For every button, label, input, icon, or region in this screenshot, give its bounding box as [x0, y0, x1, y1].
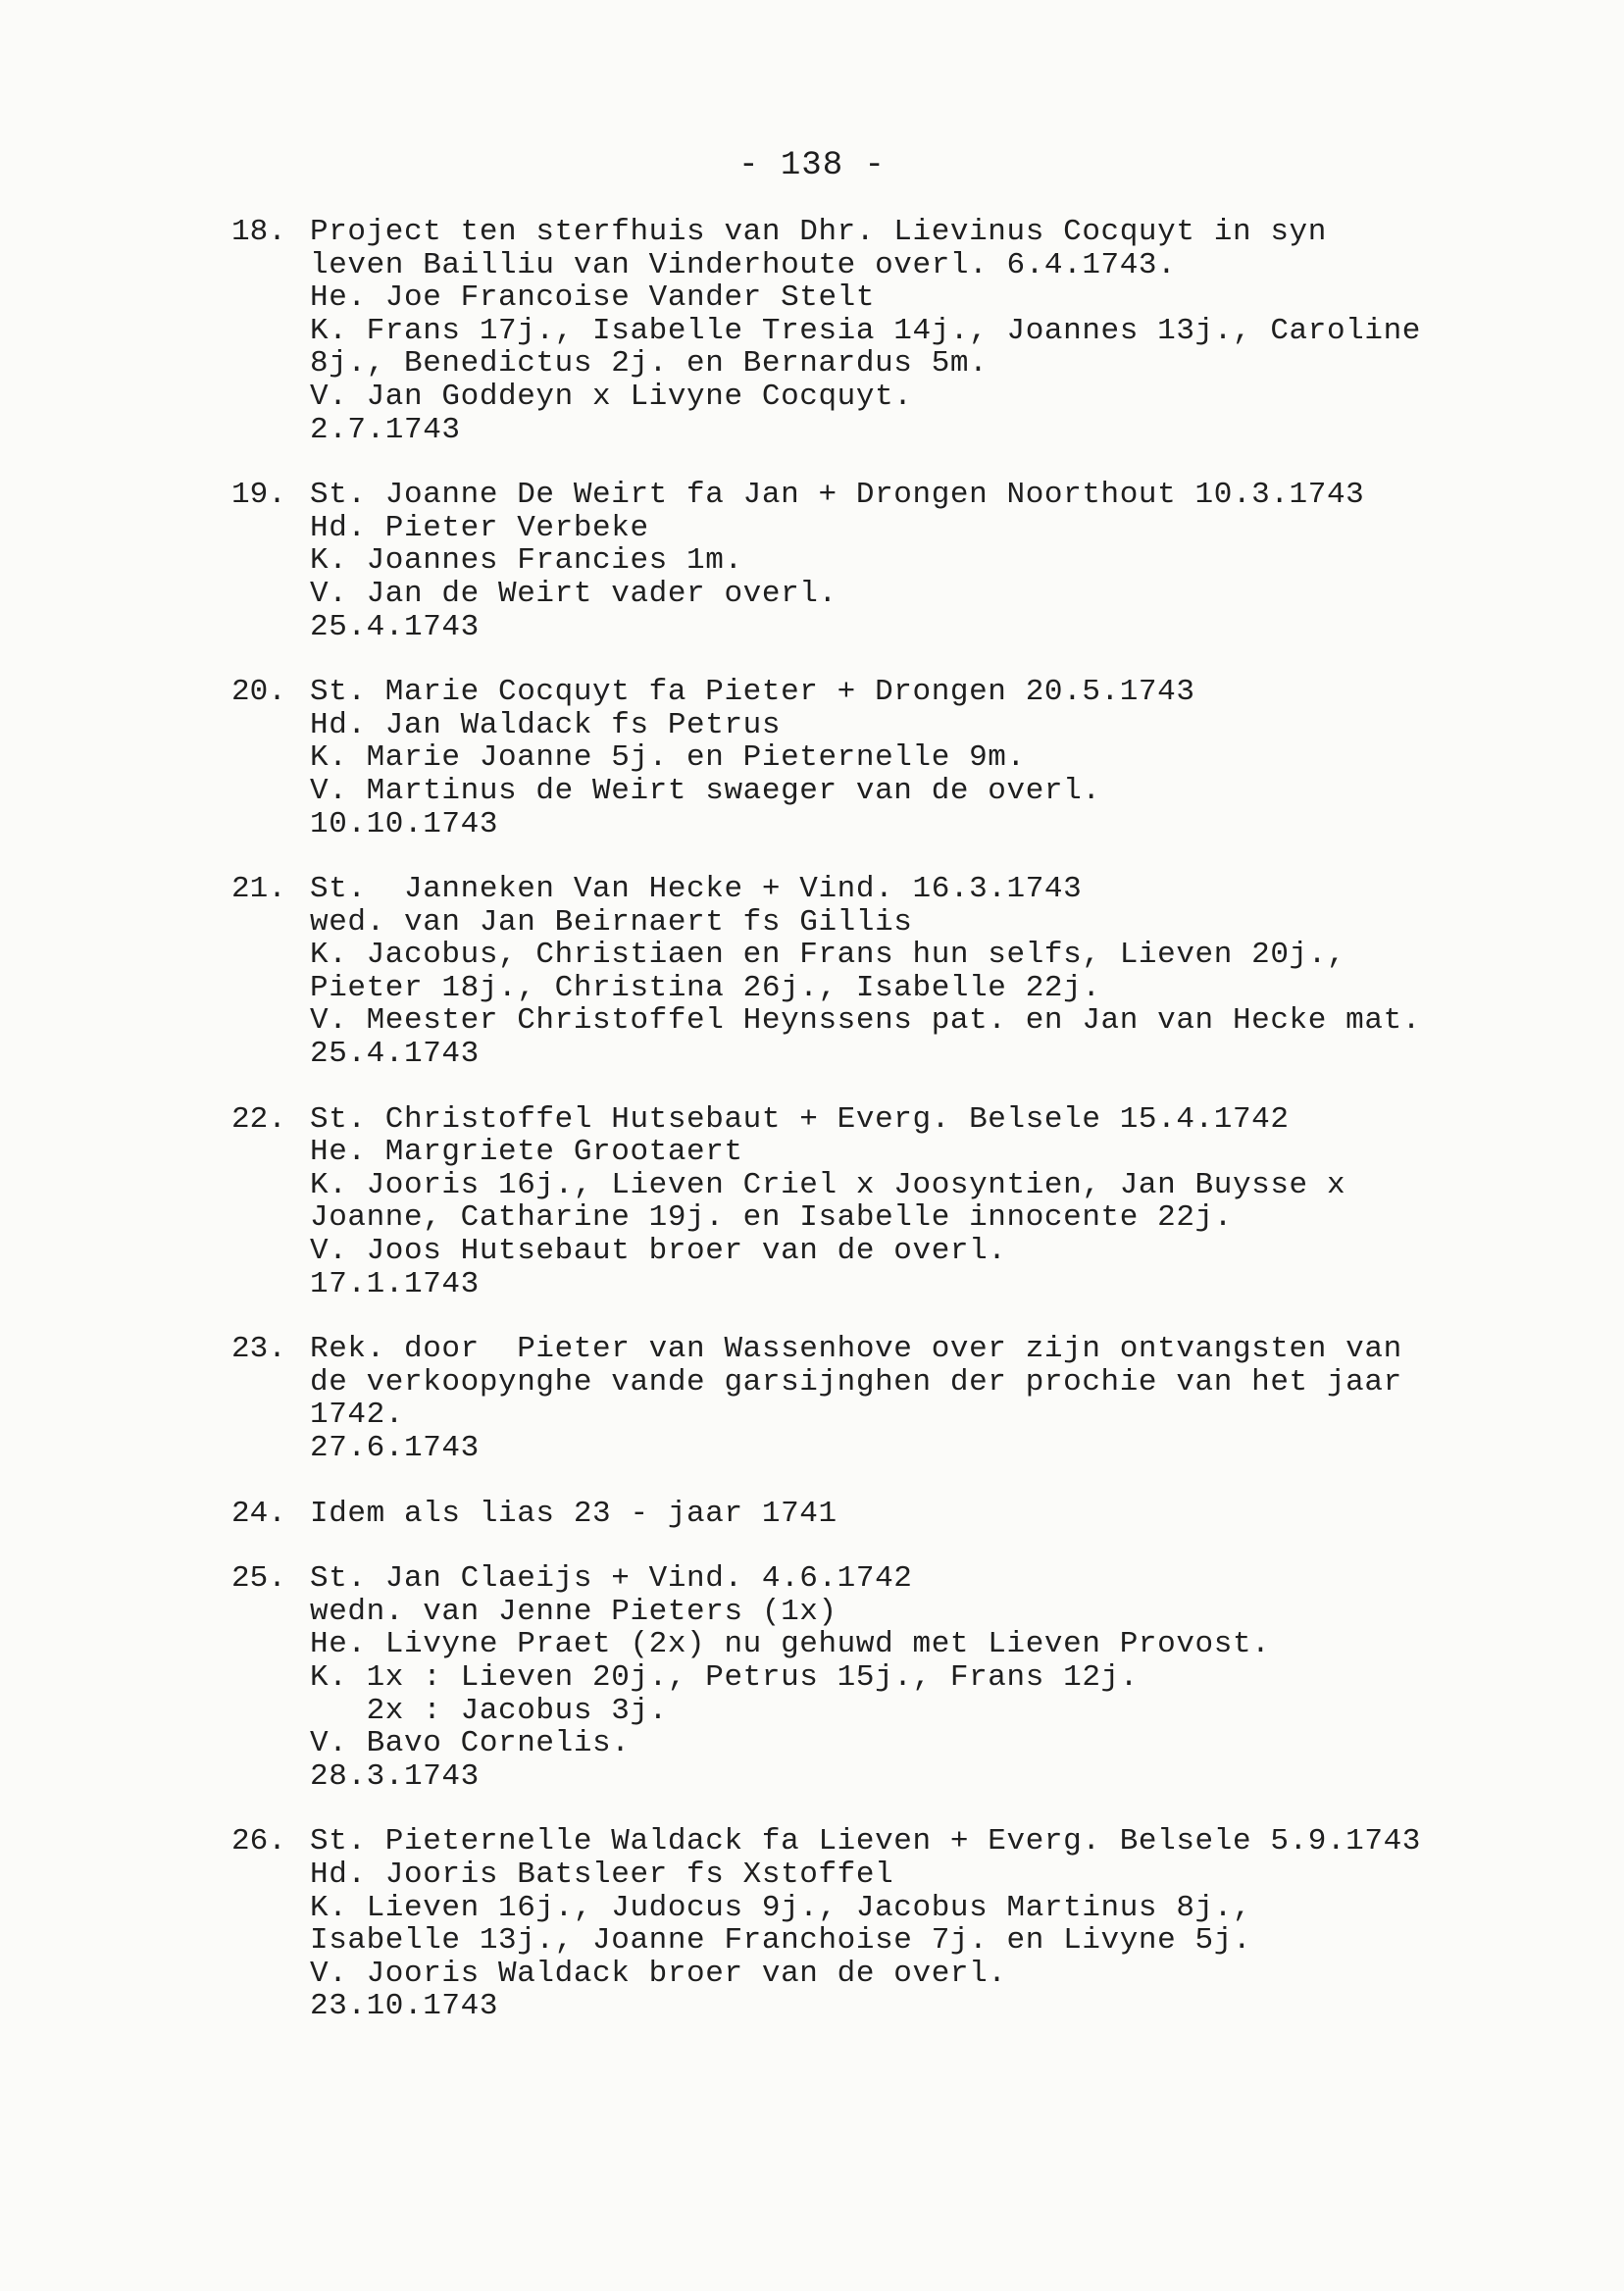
entry-number: 26.	[231, 1824, 286, 1859]
entry-date: 2.7.1743	[310, 412, 461, 447]
entry-line: wed. van Jan Beirnaert fs Gillis	[310, 904, 913, 940]
entry-22	[231, 1103, 1536, 1301]
entry-line: Hd. Pieter Verbeke	[310, 510, 649, 545]
entry-line: V. Joos Hutsebaut broer van de overl.	[310, 1234, 1007, 1269]
page-number: - 138 -	[738, 147, 886, 184]
entry-text	[310, 873, 1536, 1071]
entry-line: wedn. van Jenne Pieters (1x)	[310, 1594, 837, 1629]
entry-date: 17.1.1743	[310, 1266, 480, 1301]
entry-number: 20.	[231, 675, 286, 710]
entry-line: Joanne, Catharine 19j. en Isabelle innocente 22j.	[310, 1200, 1233, 1236]
entry-line: K. 1x : Lieven 20j., Petrus 15j., Frans 12j.	[310, 1659, 1139, 1695]
entry-line: St. Jan Claeijs + Vind. 4.6.1742	[310, 1561, 913, 1597]
entry-text	[310, 1825, 1536, 2023]
entry-number: 18.	[231, 215, 286, 249]
entry-line: 8j., Benedictus 2j. en Bernardus 5m.	[310, 346, 989, 382]
entry-date: 27.6.1743	[310, 1431, 480, 1465]
entry-line: V. Jan Goddeyn x Livyne Cocquyt.	[310, 379, 913, 414]
entry-text	[310, 1562, 1536, 1793]
entry-line: St. Pieternelle Waldack fa Lieven + Everg. Belsele 5.9.1743	[310, 1824, 1421, 1859]
entry-line: leven Bailliu van Vinderhoute overl. 6.4.1743.	[310, 247, 1177, 282]
entry-line: K. Frans 17j., Isabelle Tresia 14j., Joannes 13j., Caroline	[310, 313, 1421, 348]
entry-date: 28.3.1743	[310, 1758, 480, 1794]
entry-line: Hd. Jan Waldack fs Petrus	[310, 707, 782, 742]
entry-list	[231, 216, 1536, 2056]
entry-text	[310, 479, 1536, 643]
entry-24	[231, 1498, 1536, 1531]
entry-number: 25.	[231, 1561, 286, 1597]
entry-number: 19.	[231, 478, 286, 513]
entry-21	[231, 873, 1536, 1071]
entry-line: Rek. door Pieter van Wassenhove over zijn ontvangsten van	[310, 1332, 1402, 1367]
entry-line: Idem als lias 23 - jaar 1741	[310, 1496, 837, 1531]
entry-number: 23.	[231, 1332, 286, 1367]
entry-date: 25.4.1743	[310, 609, 480, 644]
entry-number: 21.	[231, 872, 286, 907]
entry-text	[310, 216, 1536, 446]
entry-line: V. Jooris Waldack broer van de overl.	[310, 1956, 1007, 1991]
entry-line: K. Marie Joanne 5j. en Pieternelle 9m.	[310, 740, 1026, 776]
entry-line: St. Marie Cocquyt fa Pieter + Drongen 20.5.1743	[310, 675, 1195, 710]
entry-text	[310, 1333, 1536, 1464]
entry-line: K. Jooris 16j., Lieven Criel x Joosyntien, Jan Buysse x	[310, 1167, 1346, 1202]
entry-line: St. Christoffel Hutsebaut + Everg. Belsele 15.4.1742	[310, 1101, 1290, 1137]
entry-20	[231, 676, 1536, 840]
entry-text	[310, 1103, 1536, 1301]
entry-text	[310, 1498, 1536, 1531]
entry-line: 2x : Jacobus 3j.	[310, 1693, 668, 1728]
entry-line: He. Livyne Praet (2x) nu gehuwd met Lieven Provost.	[310, 1627, 1271, 1662]
entry-line: 1742.	[310, 1398, 405, 1433]
entry-line: Project ten sterfhuis van Dhr. Lievinus Cocquyt in syn	[310, 215, 1327, 249]
entry-25	[231, 1562, 1536, 1793]
entry-date: 25.4.1743	[310, 1037, 480, 1072]
entry-line: Pieter 18j., Christina 26j., Isabelle 22j.	[310, 970, 1101, 1005]
entry-line: K. Lieven 16j., Judocus 9j., Jacobus Martinus 8j.,	[310, 1890, 1252, 1925]
entry-date: 23.10.1743	[310, 1989, 499, 2024]
entry-line: St. Joanne De Weirt fa Jan + Drongen Noorthout 10.3.1743	[310, 478, 1365, 513]
entry-line: St. Janneken Van Hecke + Vind. 16.3.1743	[310, 872, 1083, 907]
entry-date: 10.10.1743	[310, 806, 499, 841]
entry-line: V. Bavo Cornelis.	[310, 1726, 631, 1761]
entry-line: V. Meester Christoffel Heynssens pat. en Jan van Hecke mat.	[310, 1003, 1421, 1039]
entry-line: He. Joe Francoise Vander Stelt	[310, 280, 876, 316]
entry-line: de verkoopynghe vande garsijnghen der prochie van het jaar	[310, 1364, 1402, 1400]
entry-number: 24.	[231, 1496, 286, 1531]
entry-23	[231, 1333, 1536, 1464]
entry-line: K. Joannes Francies 1m.	[310, 543, 743, 579]
entry-line: Isabelle 13j., Joanne Franchoise 7j. en Livyne 5j.	[310, 1923, 1252, 1959]
entry-18	[231, 216, 1536, 446]
entry-line: K. Jacobus, Christiaen en Frans hun selfs, Lieven 20j.,	[310, 938, 1346, 973]
entry-line: Hd. Jooris Batsleer fs Xstoffel	[310, 1857, 894, 1892]
entry-number: 22.	[231, 1101, 286, 1137]
entry-26	[231, 1825, 1536, 2023]
entry-text	[310, 676, 1536, 840]
entry-line: V. Jan de Weirt vader overl.	[310, 576, 837, 611]
entry-line: V. Martinus de Weirt swaeger van de overl.	[310, 773, 1101, 808]
entry-19	[231, 479, 1536, 643]
entry-line: He. Margriete Grootaert	[310, 1135, 743, 1170]
